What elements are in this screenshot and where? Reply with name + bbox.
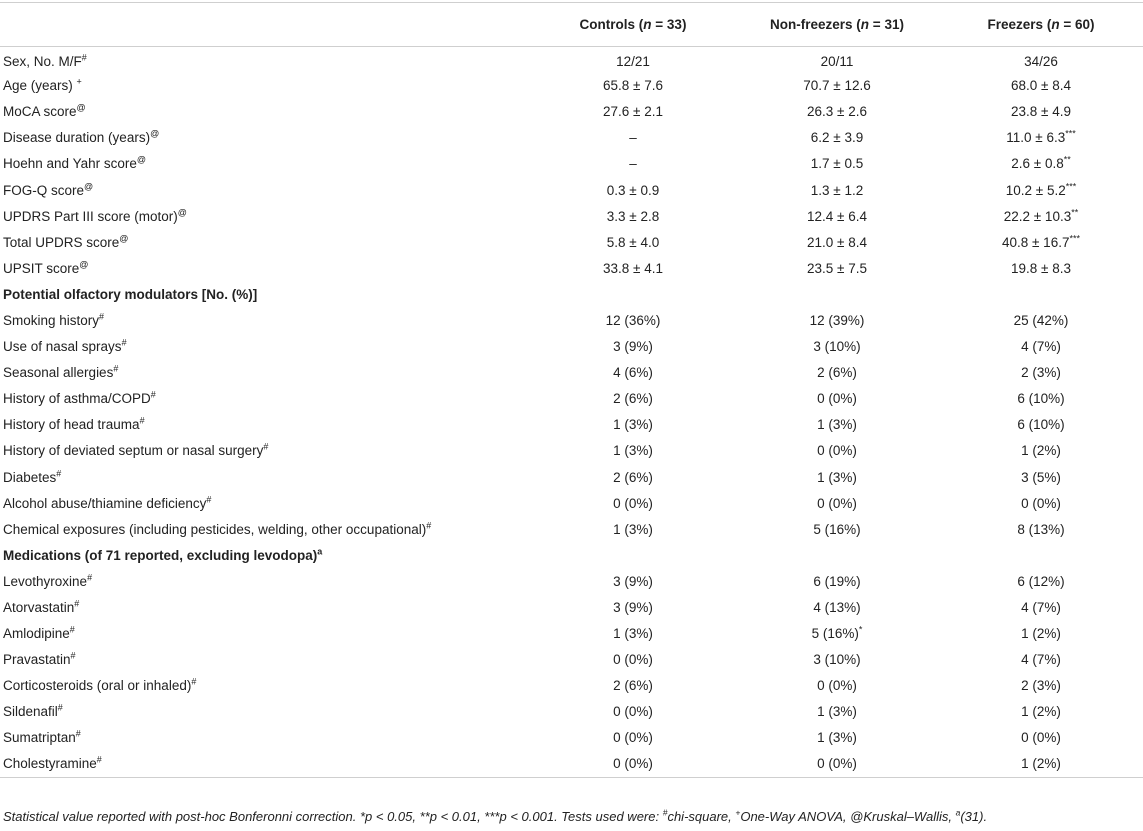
table-row — [0, 594, 1143, 620]
cell-controls: 1 (3%) — [613, 417, 653, 433]
cell-non-freezers: 26.3 ± 2.6 — [807, 104, 867, 120]
cell-non-freezers: 3 (10%) — [813, 339, 861, 355]
table-row — [0, 751, 1143, 777]
cell-non-freezers: 5 (16%) — [813, 521, 861, 537]
section-title: Potential olfactory modulators [No. (%)] — [3, 286, 258, 302]
table-row — [0, 47, 1143, 73]
cell-non-freezers: 20/11 — [820, 54, 854, 70]
row-label: Seasonal allergies# — [3, 363, 119, 381]
cell-controls: 2 (6%) — [613, 678, 653, 694]
row-label: Disease duration (years)@ — [3, 128, 160, 146]
cell-non-freezers: 0 (0%) — [817, 756, 857, 772]
table-header-row — [0, 3, 1143, 47]
row-label: Cholestyramine# — [3, 754, 102, 772]
row-label: History of head trauma# — [3, 415, 145, 433]
section-title: Medications (of 71 reported, excluding levodopa)$^a$ — [3, 546, 323, 563]
row-label: Sildenafil# — [3, 702, 63, 720]
cell-freezers: 6 (12%) — [1017, 573, 1065, 589]
column-header-non-freezers: Non-freezers (n = 31) — [770, 17, 904, 32]
column-header-controls: Controls (n = 33) — [579, 17, 687, 32]
cell-freezers: 0 (0%) — [1021, 495, 1061, 511]
table-row — [0, 307, 1143, 333]
cell-freezers: 40.8 ± 16.7*** — [1002, 233, 1080, 250]
cell-non-freezers: 1.3 ± 1.2 — [810, 182, 864, 198]
row-label: Diabetes# — [3, 468, 62, 485]
cell-controls: 3 (9%) — [613, 600, 653, 616]
table-row — [0, 99, 1143, 125]
row-label: Amlodipine# — [3, 624, 75, 642]
cell-freezers: 23.8 ± 4.9 — [1011, 104, 1071, 120]
cell-controls: 1 (3%) — [613, 521, 653, 537]
cell-non-freezers: 21.0 ± 8.4 — [807, 234, 867, 250]
cell-controls: 3 (9%) — [613, 339, 653, 355]
row-label: Alcohol abuse/thiamine deficiency# — [3, 494, 212, 511]
table-row — [0, 490, 1143, 516]
demographics-table — [0, 2, 1143, 778]
cell-non-freezers: 0 (0%) — [817, 678, 857, 694]
cell-freezers: 68.0 ± 8.4 — [1011, 78, 1071, 94]
table-row — [0, 621, 1143, 647]
table-row — [0, 229, 1143, 255]
row-label: UPSIT score@ — [3, 259, 89, 276]
cell-controls: 65.8 ± 7.6 — [603, 78, 663, 94]
row-label: History of asthma/COPD# — [3, 389, 156, 407]
cell-freezers: 2 (3%) — [1021, 365, 1061, 381]
cell-freezers: 11.0 ± 6.3*** — [1006, 128, 1076, 146]
table-row — [0, 516, 1143, 542]
row-label: Total UPDRS score@ — [3, 233, 129, 250]
table-row — [0, 464, 1143, 490]
row-label: Age (years) + — [3, 76, 82, 94]
cell-freezers: 1 (2%) — [1021, 704, 1061, 720]
table-row — [0, 125, 1143, 151]
cell-non-freezers: 3 (10%) — [813, 652, 861, 668]
table-row — [0, 151, 1143, 177]
column-header-characteristic — [0, 3, 531, 47]
row-label: Sumatriptan# — [3, 728, 81, 746]
cell-non-freezers: 12 (39%) — [809, 312, 865, 328]
cell-non-freezers: 1.7 ± 0.5 — [810, 156, 864, 172]
cell-non-freezers: 12.4 ± 6.4 — [807, 208, 867, 224]
table-row — [0, 438, 1143, 464]
section-header-row — [0, 281, 1143, 307]
cell-controls: 2 (6%) — [613, 391, 653, 407]
cell-freezers: 6 (10%) — [1017, 391, 1065, 407]
table-footnote: Statistical value reported with post-hoc Bonferonni correction. *p < 0.05, **p < 0.01, ***p < 0.001. Tests used were: #chi-square, +One-Way ANOVA, @Kruskal–Wallis, $^a$(31). — [3, 807, 988, 824]
cell-non-freezers: 23.5 ± 7.5 — [807, 260, 867, 276]
cell-non-freezers: 4 (13%) — [813, 600, 861, 616]
cell-non-freezers: 2 (6%) — [817, 365, 857, 381]
cell-freezers: 8 (13%) — [1017, 521, 1065, 537]
cell-controls: 1 (3%) — [613, 443, 653, 459]
row-label: Use of nasal sprays# — [3, 337, 127, 355]
cell-non-freezers: 0 (0%) — [817, 443, 857, 459]
cell-non-freezers: 1 (3%) — [817, 469, 857, 485]
cell-non-freezers: 6 (19%) — [813, 573, 861, 589]
cell-controls: 5.8 ± 4.0 — [606, 234, 660, 250]
cell-non-freezers: 1 (3%) — [817, 417, 857, 433]
cell-freezers: 2.6 ± 0.8** — [1011, 154, 1071, 172]
cell-freezers: 34/26 — [1024, 54, 1058, 70]
cell-freezers: 19.8 ± 8.3 — [1011, 260, 1071, 276]
table-row — [0, 673, 1143, 699]
row-label: MoCA score@ — [3, 102, 86, 120]
cell-controls: 3 (9%) — [613, 573, 653, 589]
cell-controls: – — [629, 130, 637, 146]
cell-controls: 0 (0%) — [613, 756, 653, 772]
cell-controls: 3.3 ± 2.8 — [606, 208, 660, 224]
cell-controls: 27.6 ± 2.1 — [603, 104, 663, 120]
cell-freezers: 3 (5%) — [1021, 469, 1061, 485]
table-row — [0, 386, 1143, 412]
table-row — [0, 699, 1143, 725]
row-label: Levothyroxine# — [3, 572, 93, 589]
cell-controls: 0 (0%) — [613, 730, 653, 746]
cell-controls: 2 (6%) — [613, 469, 653, 485]
cell-controls: 0.3 ± 0.9 — [606, 182, 660, 198]
row-label: Chemical exposures (including pesticides, welding, other occupational)# — [3, 520, 432, 537]
table-row — [0, 360, 1143, 386]
cell-freezers: 2 (3%) — [1021, 678, 1061, 694]
cell-freezers: 10.2 ± 5.2*** — [1005, 181, 1077, 198]
cell-non-freezers: 1 (3%) — [817, 704, 857, 720]
cell-controls: 12 (36%) — [605, 312, 661, 328]
cell-non-freezers: 0 (0%) — [817, 495, 857, 511]
table-row — [0, 412, 1143, 438]
table-row — [0, 568, 1143, 594]
table-row — [0, 334, 1143, 360]
cell-controls: 1 (3%) — [613, 626, 653, 642]
column-header-freezers: Freezers (n = 60) — [987, 17, 1095, 32]
cell-controls: 0 (0%) — [613, 495, 653, 511]
table-row — [0, 203, 1143, 229]
cell-freezers: 22.2 ± 10.3** — [1003, 207, 1079, 224]
table-row — [0, 725, 1143, 751]
row-label: History of deviated septum or nasal surgery# — [3, 441, 269, 459]
row-label: Hoehn and Yahr score@ — [3, 154, 146, 172]
table-row — [0, 73, 1143, 99]
table-row — [0, 255, 1143, 281]
cell-freezers: 1 (2%) — [1021, 626, 1061, 642]
cell-freezers: 4 (7%) — [1021, 600, 1061, 616]
reference-link[interactable]: 31 — [964, 809, 980, 824]
cell-controls: 0 (0%) — [613, 704, 653, 720]
cell-controls: 12/21 — [616, 54, 650, 70]
table-body — [0, 47, 1143, 778]
row-label: Corticosteroids (oral or inhaled)# — [3, 676, 197, 694]
cell-freezers: 4 (7%) — [1021, 339, 1061, 355]
cell-freezers: 1 (2%) — [1021, 443, 1061, 459]
row-label: Smoking history# — [3, 311, 105, 328]
cell-non-freezers: 0 (0%) — [817, 391, 857, 407]
row-label: Sex, No. M/F# — [3, 52, 87, 70]
section-header-row — [0, 542, 1143, 568]
cell-freezers: 1 (2%) — [1021, 756, 1061, 772]
row-label: Pravastatin# — [3, 650, 76, 668]
cell-non-freezers: 5 (16%)* — [811, 624, 863, 642]
row-label: Atorvastatin# — [3, 598, 80, 616]
cell-controls: 0 (0%) — [613, 652, 653, 668]
cell-non-freezers: 70.7 ± 12.6 — [803, 78, 871, 94]
cell-controls: 33.8 ± 4.1 — [603, 260, 663, 276]
cell-non-freezers: 6.2 ± 3.9 — [810, 130, 864, 146]
row-label: UPDRS Part III score (motor)@ — [3, 207, 187, 224]
cell-freezers: 4 (7%) — [1021, 652, 1061, 668]
cell-controls: 4 (6%) — [613, 365, 653, 381]
row-label: FOG-Q score@ — [3, 181, 94, 198]
cell-freezers: 0 (0%) — [1021, 730, 1061, 746]
table-row — [0, 177, 1143, 203]
cell-controls: – — [629, 156, 637, 172]
cell-non-freezers: 1 (3%) — [817, 730, 857, 746]
cell-freezers: 6 (10%) — [1017, 417, 1065, 433]
cell-freezers: 25 (42%) — [1013, 312, 1069, 328]
table-row — [0, 647, 1143, 673]
